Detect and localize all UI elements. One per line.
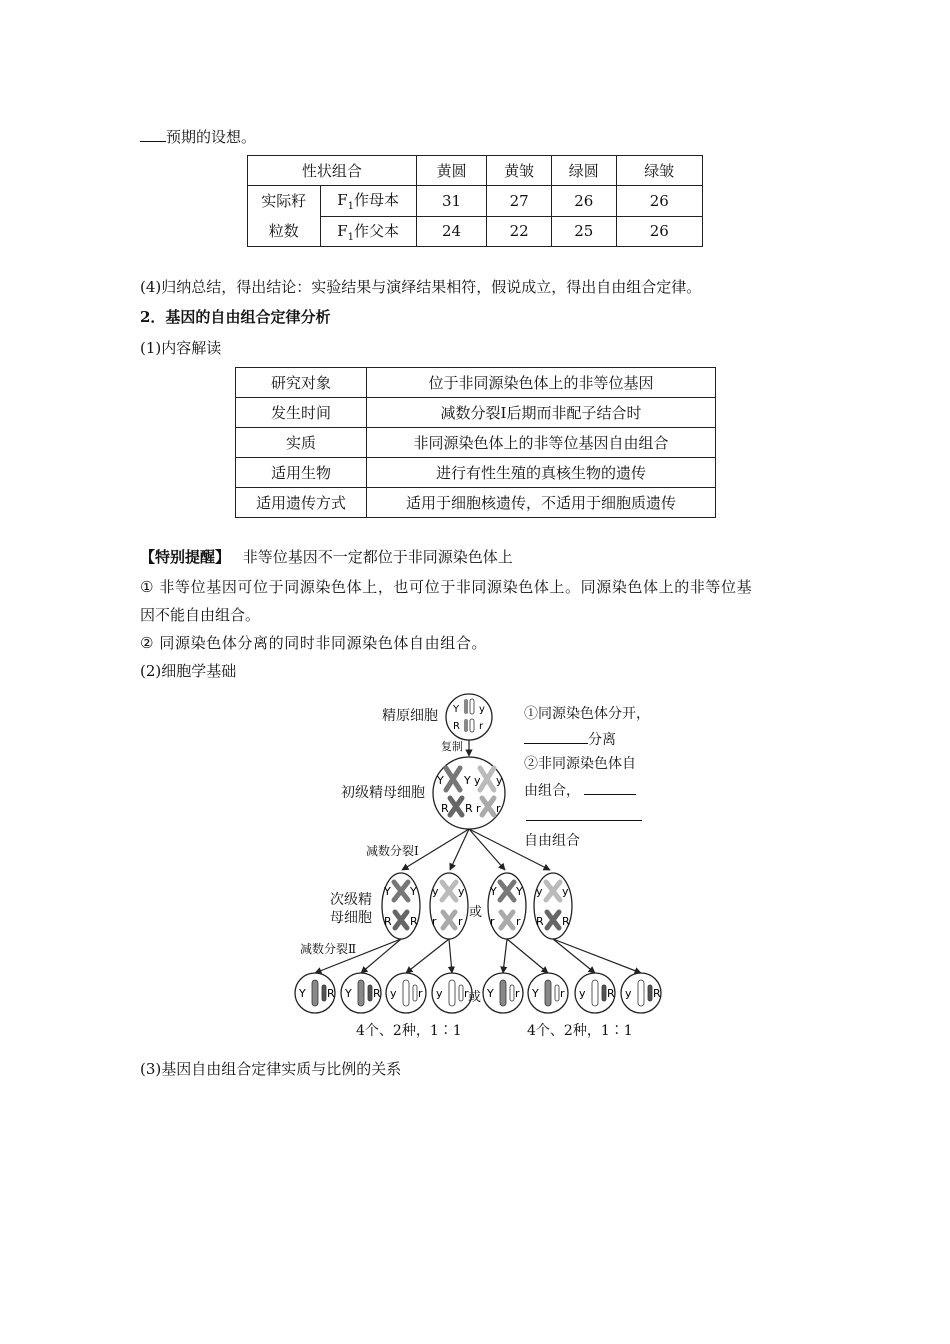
gamete-cell (295, 973, 335, 1013)
allele-label: y (562, 885, 569, 898)
svg-text:y: y (479, 704, 485, 715)
table-cell: 22 (487, 216, 552, 247)
gamete-cell (528, 973, 568, 1013)
chromosome (592, 980, 598, 1006)
allele-label: y (458, 885, 465, 898)
replicate-label: 复制 (441, 740, 463, 753)
conclusion-text: (4)归纳总结，得出结论：实验结果与演绎结果相符，假说成立，得出自由组合定律。 (140, 278, 702, 296)
svg-text:r: r (496, 802, 501, 815)
svg-text:r: r (479, 721, 484, 732)
allele-label: Y (299, 987, 306, 1000)
answer-blank-long (526, 806, 642, 821)
reminder-title: 非等位基因不一定都位于非同源染色体上 (242, 548, 513, 566)
allele-label: r (418, 987, 423, 1000)
chromosome (555, 985, 559, 1001)
chromosome (368, 985, 372, 1001)
note-2: 分离 (524, 729, 616, 749)
or-label-gamete: 或 (468, 990, 482, 1005)
svg-text:Y: Y (453, 704, 460, 715)
gamete-cell (386, 973, 426, 1013)
svg-text:Y: Y (464, 774, 471, 787)
svg-text:R: R (441, 802, 449, 815)
content-key: 发生时间 (236, 398, 367, 428)
allele-label: R (373, 987, 381, 1000)
allele-label: R (653, 987, 661, 1000)
chromosome (322, 985, 326, 1001)
trait-row-label: 实际籽 粒数 (248, 186, 321, 247)
trait-header: 黄皱 (487, 156, 552, 186)
allele-label: R (536, 915, 544, 928)
chromosome (413, 985, 417, 1001)
trait-row-sublabel: $F_1$作母本 (320, 186, 416, 217)
secondary-label-1: 次级精 (330, 892, 372, 908)
secondary-label-2: 母细胞 (330, 910, 372, 926)
gamete-cell (341, 973, 381, 1013)
allele-label: R (384, 915, 392, 928)
allele-label: r (560, 987, 565, 1000)
allele-label: R (410, 915, 418, 928)
chromosome (602, 985, 606, 1001)
meiosis-1-label: 减数分裂Ⅰ (366, 844, 419, 858)
reminder-line-1: ① 非等位基因可位于同源染色体上，也可位于非同源染色体上。同源染色体上的非等位基 (140, 578, 753, 596)
reminder-tag: 【特别提醒】 (140, 548, 231, 566)
gamete-cell (483, 973, 523, 1013)
allele-label: Y (490, 885, 497, 898)
content-value: 进行有性生殖的真核生物的遗传 (367, 458, 716, 488)
meiosis-2-arrows (315, 939, 641, 973)
chromosome (459, 985, 463, 1001)
allele-label: Y (487, 987, 494, 1000)
note-3: ②非同源染色体自 (524, 756, 636, 772)
allele-label: r (515, 987, 520, 1000)
intro-line: 预期的设想。 (140, 122, 256, 152)
svg-text:Y: Y (437, 774, 444, 787)
allele-label: y (536, 885, 543, 898)
result-left: 4个、2种，1∶1 (356, 1023, 462, 1039)
allele-label: y (390, 987, 397, 1000)
secondary-cell (534, 873, 572, 939)
content-value: 非同源染色体上的非等位基因自由组合 (367, 428, 716, 458)
allele-label: Y (532, 987, 539, 1000)
reminder-line-2: 因不能自由组合。 (140, 606, 261, 624)
spermatogonium-label: 精原细胞 (382, 708, 438, 724)
gamete-cell (575, 973, 615, 1013)
svg-text:R: R (465, 802, 473, 815)
table-cell: 27 (487, 186, 552, 217)
note-1: ①同源染色体分开， (524, 706, 650, 722)
table-cell: 31 (416, 186, 487, 217)
table-cell: 26 (616, 186, 702, 217)
table-cell: 26 (616, 216, 702, 247)
allele-label: y (625, 987, 632, 1000)
answer-blank (524, 729, 588, 744)
subsection-3-title: (3)基因自由组合定律实质与比例的关系 (140, 1060, 402, 1078)
gamete-cell (432, 973, 472, 1013)
section-2-title: 2．基因的自由组合定律分析 (140, 308, 331, 326)
allele-label: y (579, 987, 586, 1000)
allele-label: Y (384, 885, 391, 898)
svg-text:R: R (453, 721, 460, 732)
secondary-cell (430, 873, 468, 939)
note-5: 自由组合 (524, 833, 580, 849)
chromosome (358, 980, 364, 1006)
content-key: 适用遗传方式 (236, 488, 367, 518)
allele-label: r (516, 915, 521, 928)
allele-label: r (464, 987, 469, 1000)
trait-header: 绿圆 (551, 156, 616, 186)
content-value: 减数分裂Ⅰ后期而非配子结合时 (367, 398, 716, 428)
content-key: 适用生物 (236, 458, 367, 488)
allele-label: r (458, 915, 463, 928)
svg-text:y: y (496, 774, 503, 787)
svg-text:r: r (476, 802, 481, 815)
gamete-cell (621, 973, 661, 1013)
secondary-cell (382, 873, 420, 939)
chromosome (312, 980, 318, 1006)
chromosome (403, 980, 409, 1006)
note-4: 由组合， (524, 780, 636, 800)
allele-label: r (490, 915, 495, 928)
chromosome (449, 980, 455, 1006)
allele-label: y (432, 885, 439, 898)
chromosome (510, 985, 514, 1001)
allele-label: r (432, 915, 437, 928)
subsection-2-title: (2)细胞学基础 (140, 662, 237, 680)
trait-header-combo: 性状组合 (248, 156, 417, 186)
allele-label: Y (345, 987, 352, 1000)
chromosome (545, 980, 551, 1006)
content-key: 研究对象 (236, 368, 367, 398)
subsection-1-title: (1)内容解读 (140, 339, 222, 357)
answer-blank (584, 780, 636, 795)
allele-label: y (436, 987, 443, 1000)
table-cell: 26 (551, 186, 616, 217)
reminder-line-3: ② 同源染色体分离的同时非同源染色体自由组合。 (140, 634, 488, 652)
chromosome (648, 985, 652, 1001)
allele-label: R (562, 915, 570, 928)
content-value: 位于非同源染色体上的非等位基因 (367, 368, 716, 398)
trait-row-sublabel: $F_1$作父本 (320, 216, 416, 247)
trait-header: 黄圆 (416, 156, 487, 186)
table-cell: 25 (551, 216, 616, 247)
content-value: 适用于细胞核遗传，不适用于细胞质遗传 (367, 488, 716, 518)
allele-label: R (327, 987, 335, 1000)
allele-label: R (607, 987, 615, 1000)
svg-text:y: y (474, 774, 481, 787)
allele-label: Y (410, 885, 417, 898)
chromosome (638, 980, 644, 1006)
or-label-secondary: 或 (469, 905, 483, 920)
trait-header: 绿皱 (616, 156, 702, 186)
allele-label: Y (516, 885, 523, 898)
meiosis-2-label: 减数分裂Ⅱ (300, 942, 357, 956)
secondary-cell (488, 873, 526, 939)
result-right: 4个、2种，1∶1 (527, 1023, 633, 1039)
primary-spermatocyte-label: 初级精母细胞 (341, 785, 425, 801)
table-cell: 24 (416, 216, 487, 247)
spermatogonium-cell (446, 694, 492, 740)
chromosome (500, 980, 506, 1006)
content-key: 实质 (236, 428, 367, 458)
